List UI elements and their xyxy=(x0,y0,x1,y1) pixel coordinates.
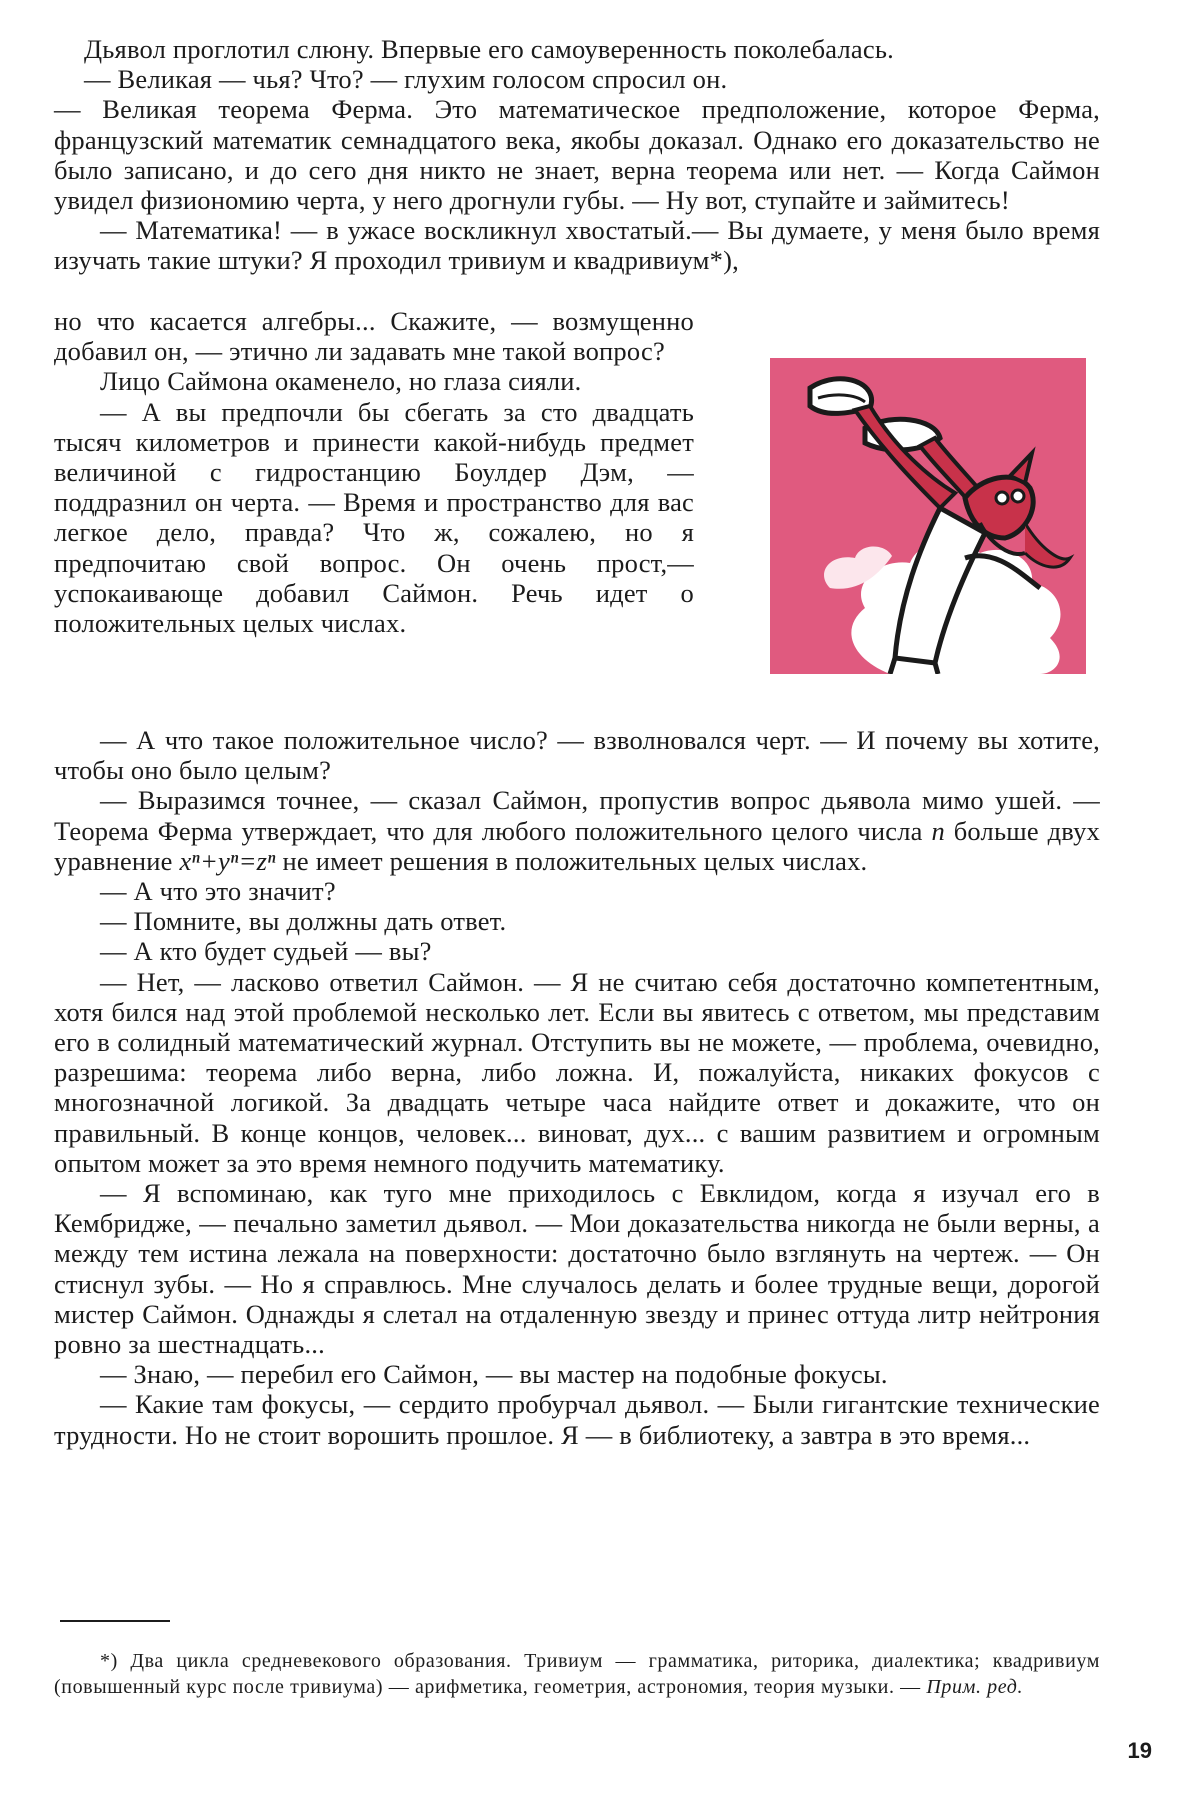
footnote-text: *) Два цикла средневекового образования. Тривиум — грамматика, риторика, диалектика; квадривиум (повышенный курс после тривиума) — арифметика, геометрия, астрономия, теория музыки. — xyxy=(54,1650,1100,1698)
paragraph-fermat xyxy=(54,785,1100,876)
devil-illustration xyxy=(770,358,1086,674)
paragraph: но что касается алгебры... Скажите, — возмущенно добавил он, — этично ли задавать мне такой вопрос? xyxy=(54,306,694,367)
math-n: n xyxy=(931,815,945,846)
paragraph: — Знаю, — перебил его Саймон, — вы мастер на подобные фокусы. xyxy=(100,1359,888,1390)
fermat-text-after: не имеет решения в положительных целых числах. xyxy=(275,845,868,876)
paragraph: — Помните, вы должны дать ответ. xyxy=(100,906,507,937)
paragraph: — А что это значит? xyxy=(100,876,336,907)
paragraph: — Великая теорема Ферма. Это математическое предположение, которое Ферма, французский математик семнадцатого века, якобы доказал. Однако его доказательство не было записано, и до сего дня никто не знает, верна теорема или нет. — Когда Саймон увидел физиономию черта, у него дрогнули губы. — Ну вот, ступайте и займитесь! xyxy=(54,94,1100,216)
page-number: 19 xyxy=(1127,1738,1152,1763)
paragraph: — А вы предпочли бы сбегать за сто двадцать тысяч километров и принести какой-нибудь предмет величиной с гидростанцию Боулдер Дэм, — поддразнил он черта. — Время и пространство для вас легкое дело, правда? Что ж, сожалею, но я предпочитаю свой вопрос. Он очень прост,— успокаивающе добавил Саймон. Речь идет о положительных целых числах. xyxy=(54,396,694,639)
paragraph: — Нет, — ласково ответил Саймон. — Я не считаю себя достаточно компетентным, хотя бился над этой проблемой несколько лет. Если вы явитесь с ответом, мы представим его в солидный математический журнал. Отступить вы не можете, — проблема, очевидно, разрешима: теорема либо верна, либо ложна. И, пожалуйста, никаких фокусов с многозначной логикой. За двадцать четыре часа найдите ответ и докажите, что он правильный. В конце концов, человек... виноват, дух... с вашим развитием и огромным опытом может за это время немного подучить математику. xyxy=(54,966,1100,1178)
footnote-editor-note: Прим. ред. xyxy=(926,1676,1024,1698)
paragraph: — Математика! — в ужасе воскликнул хвостатый.— Вы думаете, у меня было время изучать такие штуки? Я проходил тривиум и квадривиум*), xyxy=(54,215,1100,276)
paragraph: — А что такое положительное число? — взволновался черт. — И почему вы хотите, чтобы оно было целым? xyxy=(54,725,1100,786)
fermat-text-before: — Выразимся точнее, — сказал Саймон, пропустив вопрос дьявола мимо ушей. — Теорема Ферма утверждает, что для любого положительного целого числа xyxy=(54,785,1100,846)
paragraph: — Великая — чья? Что? — глухим голосом спросил он. xyxy=(84,64,728,95)
text-block-wrap xyxy=(54,306,694,638)
paragraph: — А кто будет судьей — вы? xyxy=(100,936,432,967)
footnote xyxy=(54,1648,1100,1700)
paragraph: Лицо Саймона окаменело, но глаза сияли. xyxy=(100,366,582,397)
text-block-bottom xyxy=(54,725,1100,1450)
paragraph: Дьявол проглотил слюну. Впервые его самоуверенность поколебалась. xyxy=(84,34,894,64)
paragraph: — Я вспоминаю, как туго мне приходилось с Евклидом, когда я изучал его в Кембридже, — печально заметил дьявол. — Мои доказательства никогда не были верны, а между тем истина лежала на поверхности: достаточно было взглянуть на чертеж. — Он стиснул зубы. — Но я справлюсь. Мне случалось делать и более трудные вещи, дорогой мистер Саймон. Однажды я слетал на отдаленную звезду и принес оттуда литр нейтрония ровно за шестнадцать... xyxy=(54,1178,1100,1360)
fermat-equation: xⁿ+yⁿ=zⁿ xyxy=(179,845,276,876)
paragraph: — Какие там фокусы, — сердито пробурчал дьявол. — Были гигантские технические трудности. Но не стоит ворошить прошлое. Я — в библиотеку, а завтра в это время... xyxy=(54,1389,1100,1450)
fermat-text-middle: больше двух уравнение xyxy=(54,815,1100,876)
text-block-top xyxy=(54,34,1100,276)
footnote-divider xyxy=(60,1620,170,1622)
